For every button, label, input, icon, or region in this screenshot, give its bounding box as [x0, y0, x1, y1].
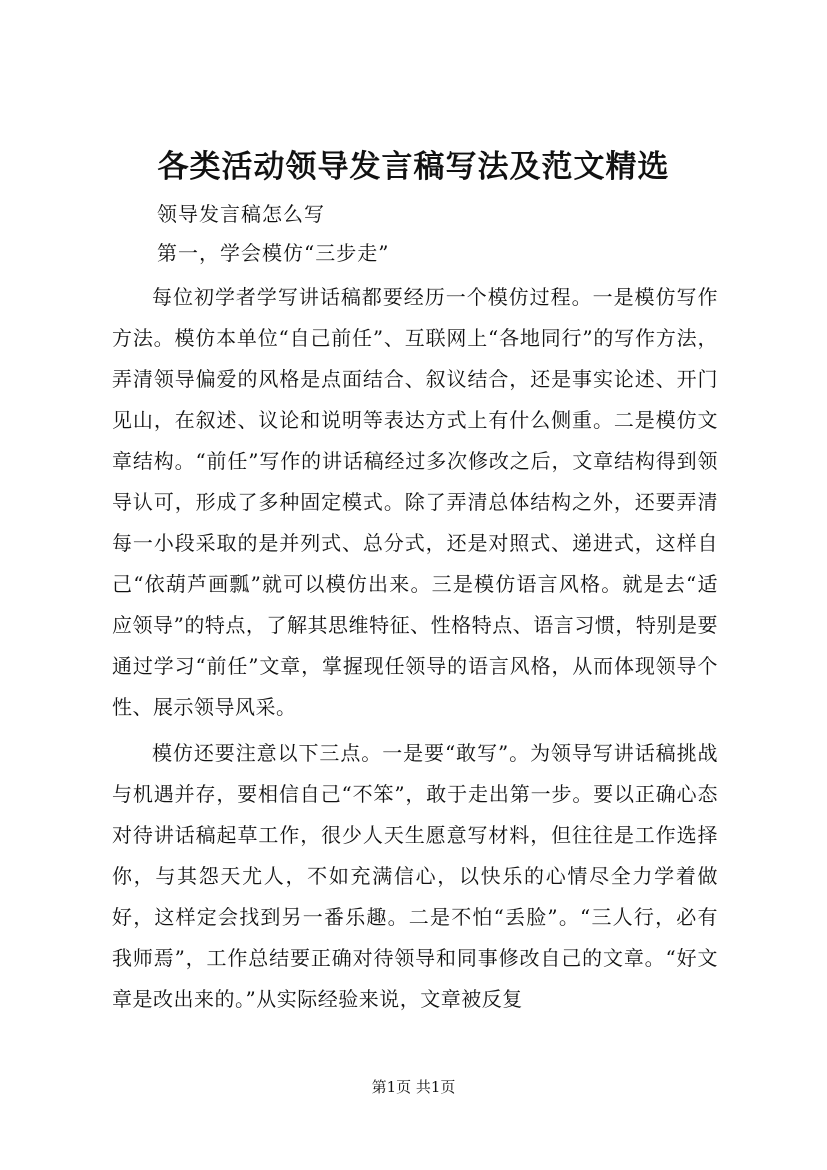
- page-footer: 第1页 共1页: [371, 1078, 456, 1096]
- document-title: 各类活动领导发言稿写法及范文精选: [157, 149, 670, 185]
- section-heading: 第一，学会模仿“三步走”: [157, 241, 390, 265]
- paragraph-1: 每位初学者学写讲话稿都要经历一个模仿过程。一是模仿写作方法。模仿本单位“自己前任”、互联网上“各地同行”的写作方法，弄清领导偏爱的风格是点面结合、叙议结合，还是事实论述、开门见山，在叙述、议论和说明等表达方式上有什么侧重。二是模仿文章结构。“前任”写作的讲话稿经过多次修改之后，文章结构得到领导认可，形成了多种固定模式。除了弄清总体结构之外，还要弄清每一小段采取的是并列式、总分式，还是对照式、递进式，这样自己“依葫芦画瓢”就可以模仿出来。三是模仿语言风格。就是去“适应领导”的特点，了解其思维特征、性格特点、语言习惯，特别是要通过学习“前任”文章，掌握现任领导的语言风格，从而体现领导个性、展示领导风采。: [112, 285, 718, 719]
- subheading: 领导发言稿怎么写: [157, 202, 325, 226]
- paragraph-2: 模仿还要注意以下三点。一是要“敢写”。为领导写讲话稿挑战与机遇并存，要相信自己“不笨”，敢于走出第一步。要以正确心态对待讲话稿起草工作，很少人天生愿意写材料，但往往是工作选择你，与其怨天尤人，不如充满信心，以快乐的心情尽全力学着做好，这样定会找到另一番乐趣。二是不怕“丢脸”。“三人行，必有我师焉”，工作总结要正确对待领导和同事修改自己的文章。“好文章是改出来的。”从实际经验来说，文章被反复: [112, 741, 718, 1011]
